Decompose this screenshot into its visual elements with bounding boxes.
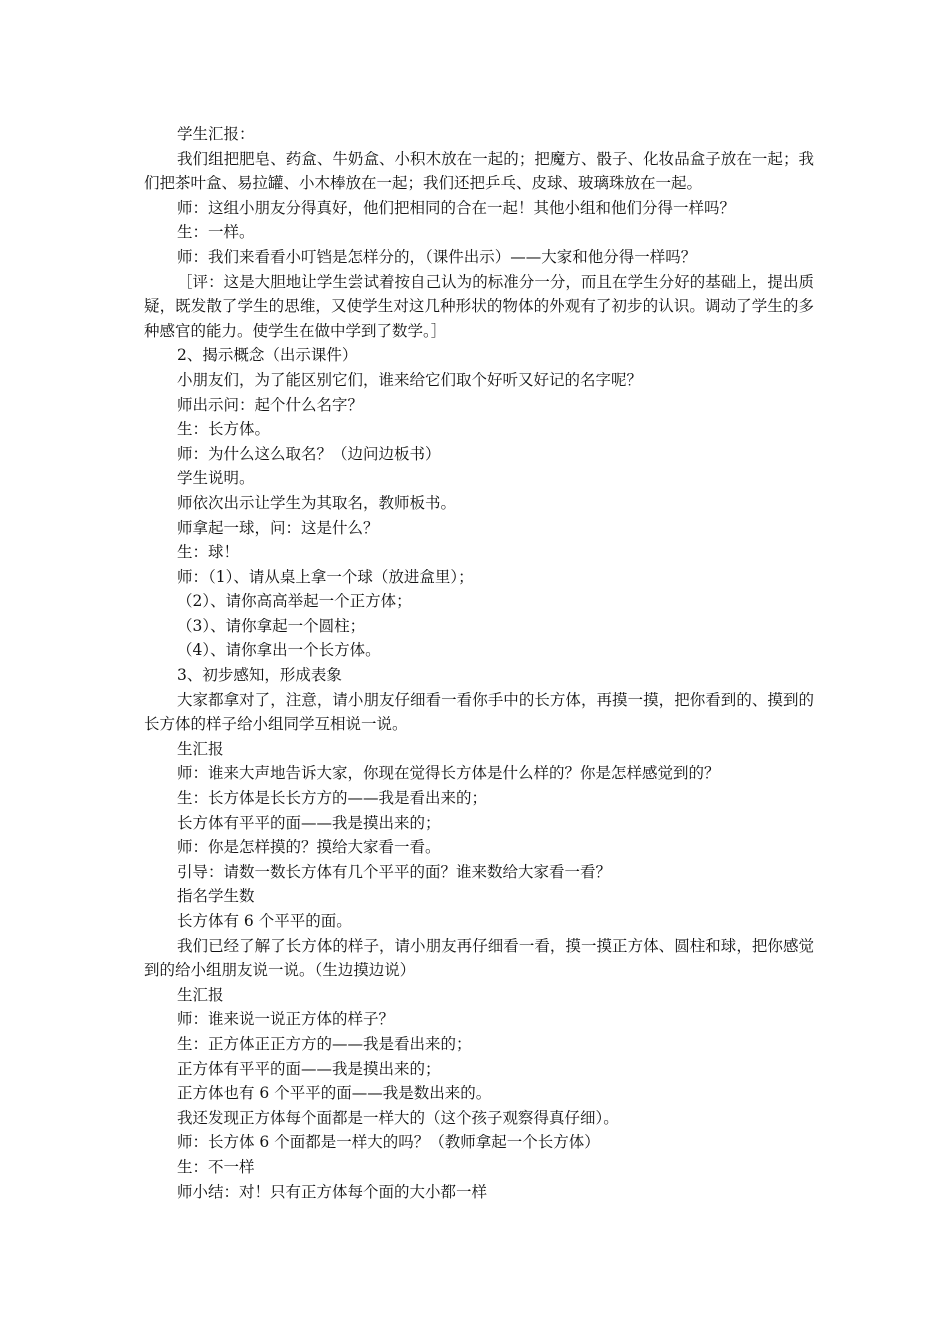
paragraph: 生汇报: [177, 985, 224, 1004]
paragraph: 长方体有 6 个平平的面。: [177, 912, 352, 930]
paragraph: 师出示问：起个什么名字？: [177, 395, 364, 414]
paragraph: 师：（1）、请从桌上拿一个球（放进盒里）；: [177, 567, 474, 586]
paragraph: 师小结：对！只有正方体每个面的大小都一样: [177, 1182, 488, 1201]
paragraph: 生汇报: [177, 739, 224, 758]
paragraph: （3）、请你拿起一个圆柱；: [177, 616, 366, 635]
paragraph: （4）、请你拿出一个长方体。: [177, 641, 381, 660]
section-heading: 3、初步感知，形成表象: [177, 666, 342, 685]
paragraph: 学生说明。: [177, 469, 255, 488]
paragraph: 师依次出示让学生为其取名，教师板书。: [177, 493, 457, 512]
paragraph: 师：我们来看看小叮铛是怎样分的，（课件出示）——大家和他分得一样吗？: [177, 247, 697, 266]
paragraph: 我还发现正方体每个面都是一样大的（这个孩子观察得真仔细）。: [177, 1108, 619, 1127]
paragraph: 学生汇报：: [177, 125, 255, 143]
paragraph: 生：不一样: [177, 1157, 255, 1176]
paragraph: 师拿起一球，问：这是什么？: [177, 518, 379, 537]
document-body: [144, 122, 814, 1204]
paragraph: 引导：请数一数长方体有几个平平的面？谁来数给大家看一看？: [177, 862, 612, 881]
paragraph: 正方体也有 6 个平平的面——我是数出来的。: [177, 1084, 492, 1103]
paragraph: 我们已经了解了长方体的样子，请小朋友再仔细看一看，摸一摸正方体、圆柱和球，把你感觉到的给小组朋友说一说。（生边摸边说）: [144, 936, 814, 980]
section-heading: 2、揭示概念（出示课件）: [177, 346, 358, 365]
paragraph: 我们组把肥皂、药盒、牛奶盒、小积木放在一起的；把魔方、骰子、化妆品盒子放在一起；我们把茶叶盒、易拉罐、小木棒放在一起；我们还把乒乓、皮球、玻璃珠放在一起。: [144, 149, 814, 193]
paragraph: 小朋友们，为了能区别它们，谁来给它们取个好听又好记的名字呢？: [177, 370, 643, 389]
paragraph: 生：球！: [177, 543, 240, 562]
paragraph: 师：你是怎样摸的？摸给大家看一看。: [177, 838, 441, 857]
paragraph: 师：长方体 6 个面都是一样大的吗？（教师拿起一个长方体）: [177, 1133, 600, 1152]
paragraph: 生：正方体正正方方的——我是看出来的；: [177, 1034, 472, 1053]
paragraph: 师：谁来说一说正方体的样子？: [177, 1010, 395, 1029]
paragraph: 师：为什么这么取名？（边问边板书）: [177, 444, 441, 463]
paragraph: 大家都拿对了，注意，请小朋友仔细看一看你手中的长方体，再摸一摸，把你看到的、摸到的长方体的样子给小组同学互相说一说。: [144, 690, 814, 734]
comment-paragraph: ［评：这是大胆地让学生尝试着按自己认为的标准分一分，而且在学生分好的基础上，提出质疑，既发散了学生的思维，又使学生对这几种形状的物体的外观有了初步的认识。调动了学生的多种感官的能力。使学生在做中学到了数学。］: [144, 272, 814, 340]
paragraph: 生：长方体是长长方方的——我是看出来的；: [177, 789, 488, 808]
paragraph: 生：长方体。: [177, 420, 271, 439]
paragraph: 师：这组小朋友分得真好，他们把相同的合在一起！其他小组和他们分得一样吗？: [177, 198, 736, 217]
paragraph: 生：一样。: [177, 223, 255, 242]
paragraph: （2）、请你高高举起一个正方体；: [177, 592, 412, 611]
paragraph: 长方体有平平的面——我是摸出来的；: [177, 813, 441, 832]
paragraph: 指名学生数: [177, 887, 255, 906]
paragraph: 正方体有平平的面——我是摸出来的；: [177, 1059, 441, 1078]
paragraph: 师：谁来大声地告诉大家，你现在觉得长方体是什么样的？你是怎样感觉到的？: [177, 764, 720, 783]
